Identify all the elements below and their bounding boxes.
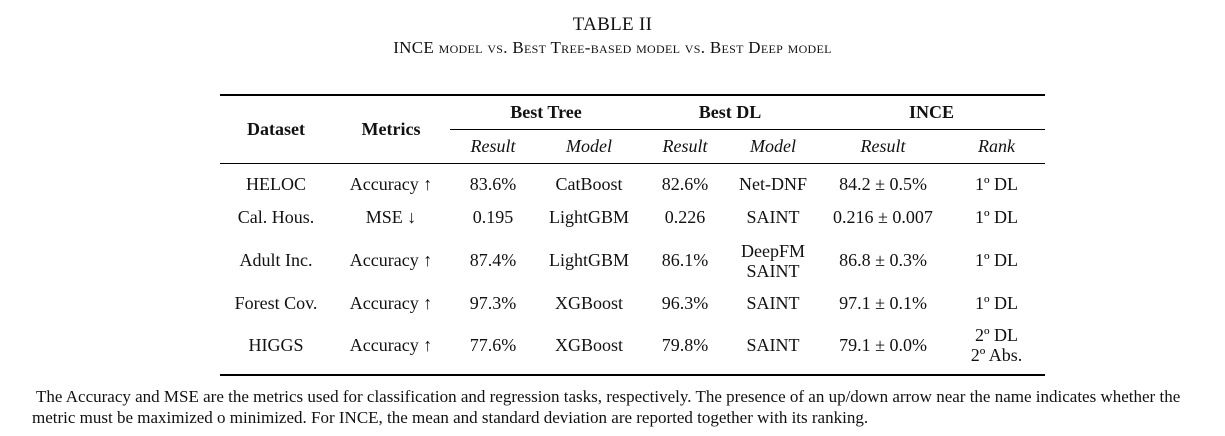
ince-rank-line: 2º DL: [974, 325, 1019, 345]
cell-ince-rank: [948, 320, 1045, 375]
table-caption-subtitle: INCE model vs. Best Tree-based model vs. Best Deep model: [393, 38, 832, 57]
cell-tree-model: CatBoost: [536, 164, 642, 202]
cell-metric: Accuracy ↑: [349, 250, 433, 270]
cell-metric: Accuracy ↑: [332, 164, 450, 202]
cell-tree-result: 87.4%: [469, 250, 517, 270]
header-dl-result: Result: [662, 136, 708, 156]
dl-model-line: SAINT: [746, 260, 800, 281]
header-dataset: Dataset: [220, 95, 332, 164]
cell-dataset: HIGGS: [220, 320, 332, 375]
table-row: [220, 234, 1045, 287]
cell-tree-model: LightGBM: [548, 250, 629, 270]
cell-dl-result: 96.3%: [661, 293, 709, 313]
cell-tree-model: XGBoost: [536, 320, 642, 375]
table-row: [220, 164, 1045, 202]
cell-dl-model: Net-DNF: [728, 164, 818, 202]
cell-ince-result: 97.1 ± 0.1%: [839, 293, 927, 313]
cell-tree-model: LightGBM: [548, 207, 629, 227]
ince-rank-line: 2º Abs.: [970, 345, 1023, 365]
cell-ince-result: 86.8 ± 0.3%: [839, 250, 927, 270]
cell-dl-model: SAINT: [746, 293, 800, 313]
cell-tree-result: 77.6%: [450, 320, 536, 375]
header-group-best-dl: Best DL: [642, 95, 818, 130]
dl-model-line: DeepFM: [741, 240, 805, 261]
results-table: [220, 94, 1045, 376]
header-dl-model: Model: [750, 136, 796, 156]
cell-ince-result: 79.1 ± 0.0%: [818, 320, 948, 375]
cell-dataset: Forest Cov.: [234, 293, 318, 313]
cell-dataset: HELOC: [220, 164, 332, 202]
header-ince-result: Result: [860, 136, 906, 156]
cell-metric: Accuracy ↑: [332, 320, 450, 375]
cell-tree-result: 83.6%: [450, 164, 536, 202]
table-row: [220, 320, 1045, 375]
table-footnote: The Accuracy and MSE are the metrics used for classification and regression tasks, respectively. The presence of an up/down arrow near the name indicates whether the metric must be maximized o minimized. For INCE, the mean and standard deviation are reported together with its ranking.: [32, 387, 1181, 427]
header-group-best-tree: Best Tree: [450, 95, 642, 130]
cell-ince-rank: 1º DL: [974, 207, 1019, 227]
cell-tree-result: 0.195: [472, 207, 514, 227]
cell-dataset: Cal. Hous.: [237, 207, 315, 227]
cell-tree-result: 97.3%: [469, 293, 517, 313]
header-tree-result: Result: [470, 136, 516, 156]
header-tree-model: Model: [566, 136, 612, 156]
cell-dl-result: 82.6%: [642, 164, 728, 202]
header-ince-rank: Rank: [978, 136, 1015, 156]
cell-dl-result: 79.8%: [642, 320, 728, 375]
table-caption-title: TABLE II: [572, 14, 653, 35]
cell-tree-model: XGBoost: [554, 293, 623, 313]
header-group-ince: INCE: [818, 95, 1045, 130]
cell-metric: MSE ↓: [365, 207, 417, 227]
cell-ince-result: 84.2 ± 0.5%: [818, 164, 948, 202]
cell-dl-model: SAINT: [728, 320, 818, 375]
cell-dl-result: 0.226: [664, 207, 706, 227]
table-row: [220, 201, 1045, 234]
cell-dataset: Adult Inc.: [239, 250, 313, 270]
cell-ince-rank: 1º DL: [948, 164, 1045, 202]
table-row: [220, 287, 1045, 320]
cell-dl-model: [728, 234, 818, 287]
cell-ince-result: 0.216 ± 0.007: [833, 207, 933, 227]
cell-dl-model: SAINT: [746, 207, 800, 227]
cell-ince-rank: 1º DL: [974, 293, 1019, 313]
cell-dl-result: 86.1%: [661, 250, 709, 270]
cell-metric: Accuracy ↑: [349, 293, 433, 313]
header-metrics: Metrics: [332, 95, 450, 164]
cell-ince-rank: 1º DL: [974, 250, 1019, 270]
